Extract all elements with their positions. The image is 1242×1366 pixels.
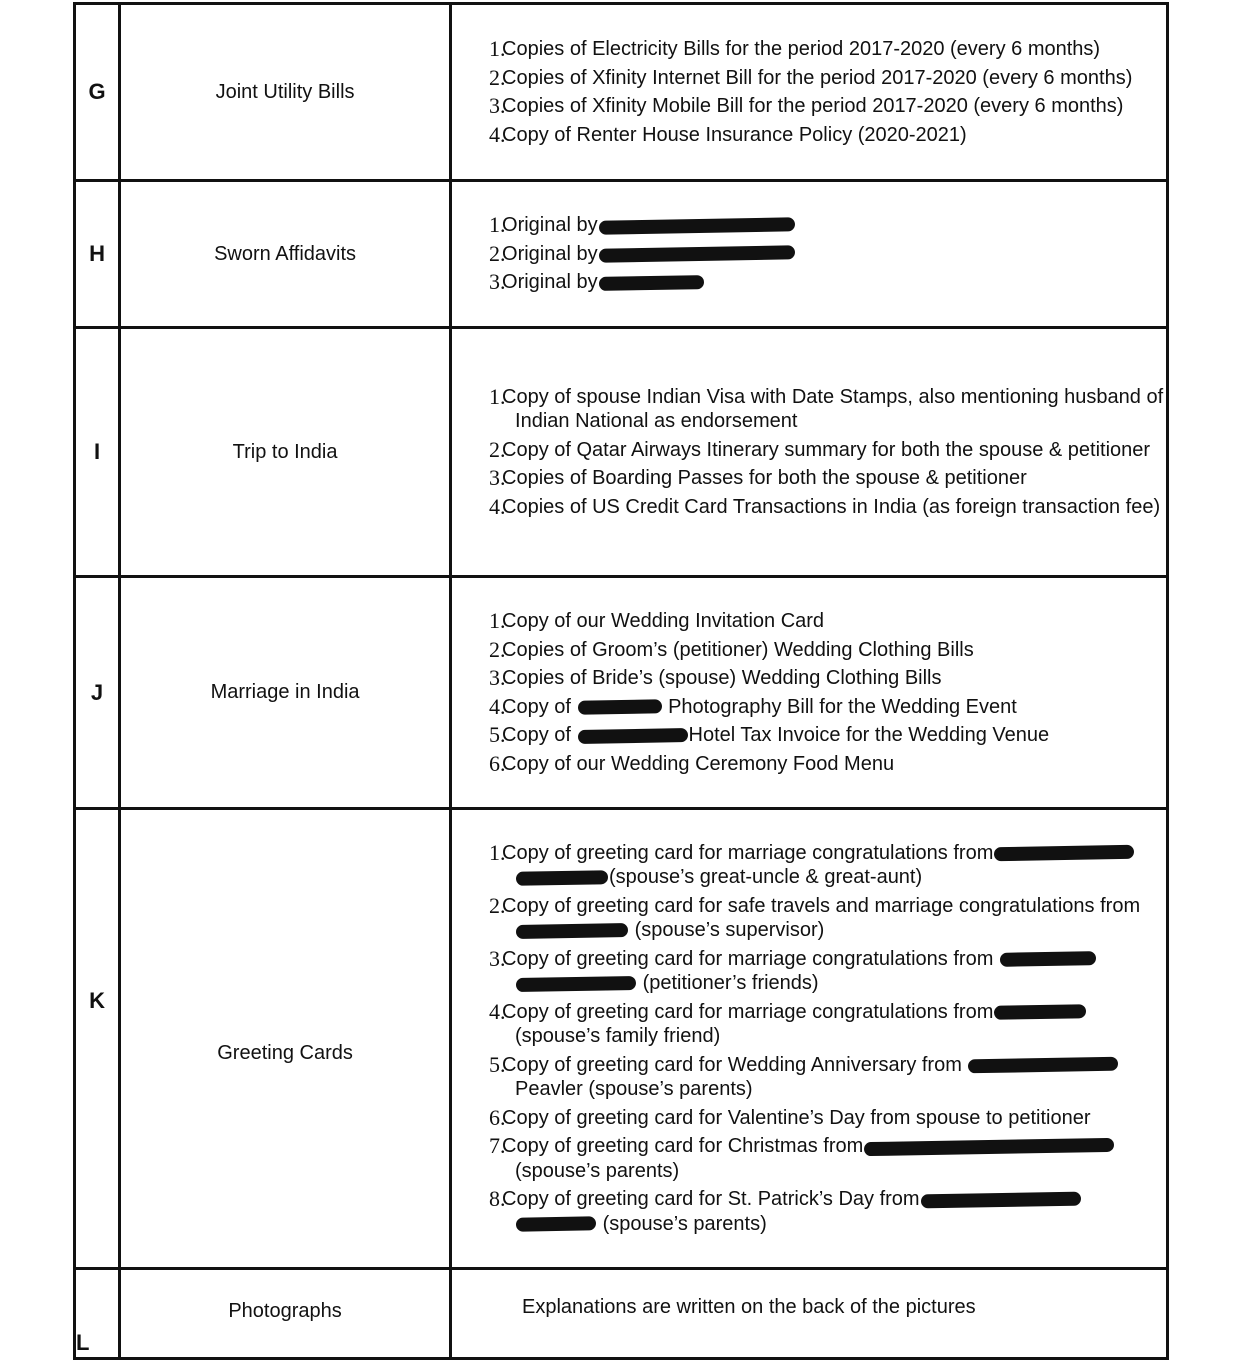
- table-row: [75, 809, 1168, 1269]
- list-item: [490, 385, 1166, 434]
- redaction-mark: [599, 275, 704, 291]
- item-number: 4.: [489, 693, 506, 719]
- document-list: [452, 385, 1166, 520]
- item-number: 6.: [489, 1104, 506, 1130]
- list-item: [490, 752, 1166, 777]
- item-text-tail: (spouse’s parents): [515, 1159, 680, 1182]
- table-row: [75, 181, 1168, 328]
- item-text-tail: (petitioner’s friends): [642, 972, 819, 995]
- document-list-cell: [451, 181, 1168, 328]
- item-text: Copy of spouse Indian Visa with Date Stamps, also mentioning husband of Indian National as endorsement: [502, 385, 1164, 433]
- row-letter: L: [76, 1330, 90, 1355]
- item-number: 6.: [489, 750, 506, 776]
- list-item: [490, 695, 1166, 720]
- item-text: Copy of our Wedding Ceremony Food Menu: [502, 752, 895, 775]
- document-list: [452, 609, 1166, 776]
- document-list-cell: [451, 577, 1168, 809]
- item-text: Copy of greeting card for marriage congratulations from: [502, 1000, 994, 1023]
- redaction-mark: [516, 976, 636, 992]
- row-category: Greeting Cards: [120, 809, 451, 1269]
- list-item: [490, 213, 1166, 238]
- list-item: [490, 466, 1166, 491]
- item-number: 3.: [489, 465, 506, 491]
- row-category: Marriage in India: [120, 577, 451, 809]
- item-text: Copies of Xfinity Internet Bill for the period 2017-2020 (every 6 months): [502, 66, 1133, 89]
- item-text: Copy of greeting card for marriage congratulations from: [502, 841, 994, 864]
- row-category: Trip to India: [120, 328, 451, 577]
- item-number: 1.: [489, 212, 506, 238]
- list-item: [490, 438, 1166, 463]
- item-text: Copies of Groom’s (petitioner) Wedding Clothing Bills: [502, 638, 974, 661]
- item-number: 4.: [489, 998, 506, 1024]
- item-text: Copies of Xfinity Mobile Bill for the period 2017-2020 (every 6 months): [502, 95, 1124, 117]
- item-number: 2.: [489, 64, 506, 90]
- item-number: 4.: [489, 121, 506, 147]
- list-item: [490, 1106, 1166, 1131]
- evidence-table: [73, 2, 1169, 1360]
- redaction-mark: [516, 923, 628, 939]
- list-item: [490, 609, 1166, 634]
- item-text: Copy of greeting card for St. Patrick’s Day from: [502, 1188, 920, 1211]
- list-item: [490, 123, 1166, 148]
- document-list: [452, 213, 1166, 295]
- item-text: Original by: [502, 214, 598, 237]
- list-item: [490, 37, 1166, 62]
- table-row: [75, 4, 1168, 181]
- table-row: [75, 328, 1168, 577]
- document-list: [452, 841, 1166, 1237]
- list-item: [490, 841, 1166, 890]
- row-note: Explanations are written on the back of the pictures: [522, 1296, 976, 1318]
- list-item: [490, 495, 1166, 520]
- redaction-mark: [1000, 952, 1096, 968]
- item-text: Copy of Renter House Insurance Policy (2020-2021): [502, 123, 967, 146]
- list-item: [490, 894, 1166, 943]
- item-text: Copy of Qatar Airways Itinerary summary for both the spouse & petitioner: [502, 438, 1151, 461]
- item-text-tail: Peavler (spouse’s parents): [515, 1078, 753, 1101]
- item-text: Original by: [502, 242, 598, 265]
- item-text: Copies of Boarding Passes for both the spouse & petitioner: [502, 467, 1027, 490]
- item-text: Copy of our Wedding Invitation Card: [502, 610, 825, 632]
- row-category: Sworn Affidavits: [120, 181, 451, 328]
- document-list-cell: [451, 1269, 1168, 1359]
- list-item: [490, 1053, 1166, 1102]
- list-item: [490, 1134, 1166, 1183]
- item-text: Copy of greeting card for Valentine’s Day from spouse to petitioner: [502, 1106, 1091, 1129]
- item-text-tail: (spouse’s great-uncle & great-aunt): [609, 866, 923, 889]
- row-letter: H: [75, 181, 120, 328]
- redaction-mark: [599, 217, 795, 234]
- item-text: Original by: [502, 271, 598, 294]
- redaction-mark: [864, 1138, 1114, 1156]
- item-text: Copies of Electricity Bills for the period 2017-2020 (every 6 months): [502, 38, 1101, 60]
- document-list-cell: [451, 328, 1168, 577]
- item-text-tail: Photography Bill for the Wedding Event: [668, 695, 1017, 718]
- redaction-mark: [599, 246, 795, 263]
- row-letter: G: [75, 4, 120, 181]
- redaction-mark: [516, 870, 608, 886]
- item-number: 8.: [489, 1186, 506, 1212]
- item-number: 5.: [489, 1051, 506, 1077]
- item-number: 3.: [489, 93, 506, 118]
- item-number: 3.: [489, 945, 506, 971]
- item-number: 2.: [489, 240, 506, 266]
- item-number: 2.: [489, 636, 506, 662]
- redaction-mark: [516, 1217, 596, 1232]
- list-item: [490, 666, 1166, 691]
- row-letter: J: [75, 577, 120, 809]
- redaction-mark: [968, 1057, 1118, 1074]
- row-letter: [75, 809, 120, 1269]
- redaction-mark: [920, 1192, 1080, 1209]
- list-item: [490, 723, 1166, 748]
- row-letter-text: K: [89, 988, 105, 1013]
- table-row: [75, 1269, 1168, 1359]
- item-text: Copy of greeting card for marriage congratulations from: [502, 947, 994, 970]
- item-text-tail: (spouse’s parents): [602, 1212, 767, 1235]
- document-list-cell: [451, 809, 1168, 1269]
- list-item: [490, 242, 1166, 267]
- row-letter: I: [75, 328, 120, 577]
- document-list: [452, 37, 1166, 147]
- item-text: Copy of: [502, 695, 571, 718]
- item-number: 7.: [489, 1133, 506, 1159]
- item-number: 1.: [489, 383, 506, 409]
- row-category: Joint Utility Bills: [120, 4, 451, 181]
- list-item: [490, 1187, 1166, 1236]
- item-text: Copies of US Credit Card Transactions in India (as foreign transaction fee): [502, 495, 1161, 518]
- item-number: 2.: [489, 436, 506, 462]
- list-item: [490, 947, 1166, 996]
- item-number: 1.: [489, 608, 506, 633]
- item-text-tail: (spouse’s family friend): [515, 1025, 721, 1048]
- item-number: 3.: [489, 665, 506, 690]
- item-text: Copies of Bride’s (spouse) Wedding Clothing Bills: [502, 667, 942, 689]
- redaction-mark: [577, 699, 661, 714]
- item-number: 2.: [489, 892, 506, 918]
- item-number: 1.: [489, 36, 506, 61]
- redaction-mark: [994, 845, 1134, 861]
- item-text: Copy of greeting card for safe travels and marriage congratulations from: [502, 894, 1141, 917]
- redaction-mark: [994, 1005, 1086, 1021]
- list-item: [490, 270, 1166, 295]
- list-item: [490, 638, 1166, 663]
- item-number: 1.: [489, 839, 506, 865]
- item-text: Copy of greeting card for Wedding Anniversary from: [502, 1053, 962, 1076]
- document-list-cell: [451, 4, 1168, 181]
- row-category: Photographs: [120, 1269, 451, 1359]
- item-number: 4.: [489, 493, 506, 519]
- item-text-tail: Hotel Tax Invoice for the Wedding Venue: [688, 724, 1050, 746]
- item-number: 3.: [489, 269, 506, 295]
- item-number: 5.: [489, 722, 506, 747]
- item-text: Copy of: [502, 724, 571, 746]
- table-row: [75, 577, 1168, 809]
- item-text: Copy of greeting card for Christmas from: [502, 1135, 864, 1158]
- redaction-mark: [577, 728, 687, 744]
- item-text-tail: (spouse’s supervisor): [634, 919, 825, 942]
- list-item: [490, 66, 1166, 91]
- list-item: [490, 1000, 1166, 1049]
- list-item: [490, 94, 1166, 119]
